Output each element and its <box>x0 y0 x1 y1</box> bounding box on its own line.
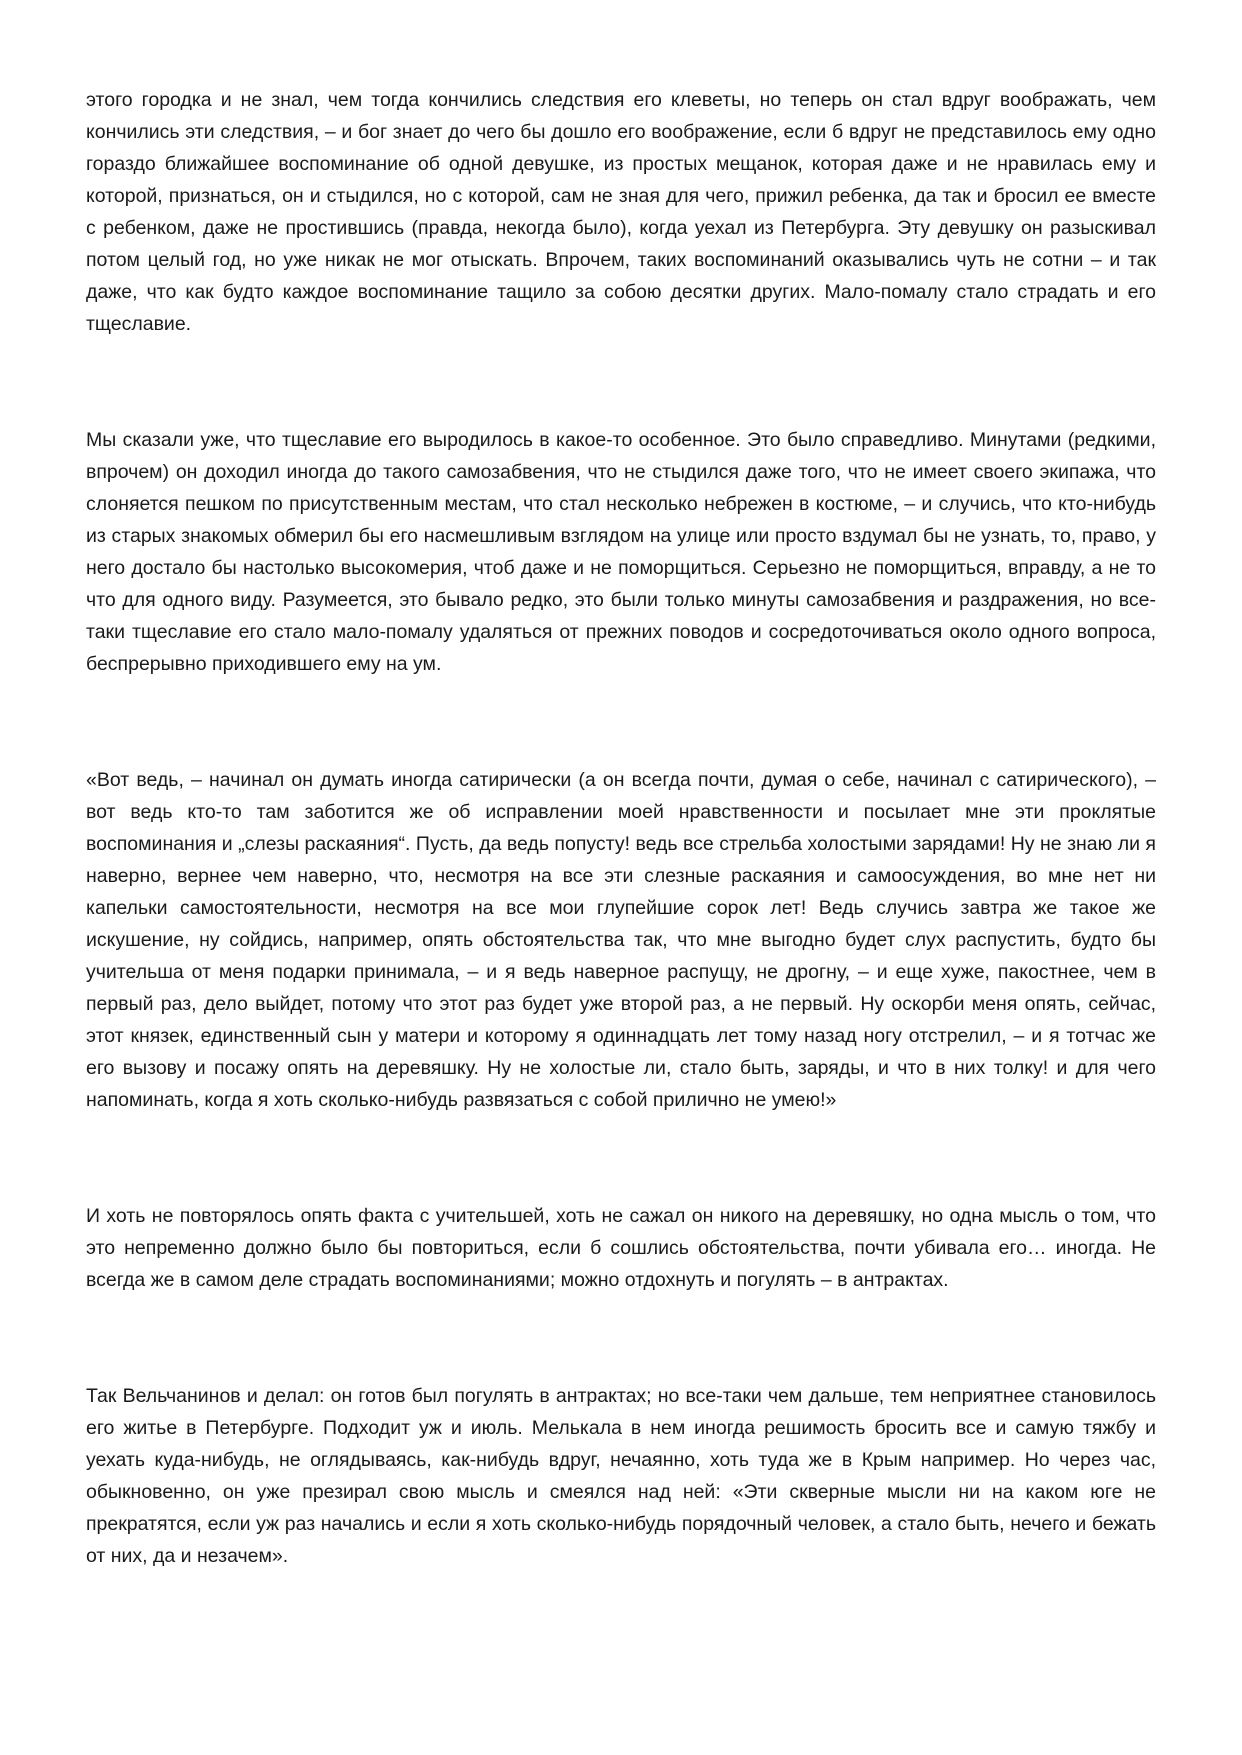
paragraph-5: Так Вельчанинов и делал: он готов был погулять в антрактах; но все-таки чем дальше, тем неприятнее становилось его житье в Петербурге. Подходит уж и июль. Мелькала в нем иногда решимость бросить все и самую тяжбу и уехать куда-нибудь, не оглядываясь, как-нибудь вдруг, нечаянно, хоть туда же в Крым например. Но через час, обыкновенно, он уже презирал свою мысль и смеялся над ней: «Эти скверные мысли ни на каком юге не прекратятся, если уж раз начались и если я хоть сколько-нибудь порядочный человек, а стало быть, нечего и бежать от них, да и незачем». <box>86 1385 1156 1567</box>
document-body <box>86 84 1156 1572</box>
paragraph-1: этого городка и не знал, чем тогда кончились следствия его клеветы, но теперь он стал вдруг воображать, чем кончились эти следствия, – и бог знает до чего бы дошло его воображение, если б вдруг не представилось ему одно гораздо ближайшее воспоминание об одной девушке, из простых мещанок, которая даже и не нравилась ему и которой, признаться, он и стыдился, но с которой, сам не зная для чего, прижил ребенка, да так и бросил ее вместе с ребенком, даже не простившись (правда, некогда было), когда уехал из Петербурга. Эту девушку он разыскивал потом целый год, но уже никак не мог отыскать. Впрочем, таких воспоминаний оказывались чуть не сотни – и так даже, что как будто каждое воспоминание тащило за собою десятки других. Мало-помалу стало страдать и его тщеславие. <box>86 89 1156 335</box>
paragraph-3: «Вот ведь, – начинал он думать иногда сатирически (а он всегда почти, думая о себе, начинал с сатирического), – вот ведь кто-то там заботится же об исправлении моей нравственности и посылает мне эти проклятые воспоминания и „слезы раскаяния“. Пусть, да ведь попусту! ведь все стрельба холостыми зарядами! Ну не знаю ли я наверно, вернее чем наверно, что, несмотря на все эти слезные раскаяния и самоосуждения, во мне нет ни капельки самостоятельности, несмотря на все мои глупейшие сорок лет! Ведь случись завтра же такое же искушение, ну сойдись, например, опять обстоятельства так, что мне выгодно будет слух распустить, будто бы учительша от меня подарки принимала, – и я ведь наверное распущу, не дрогну, – и еще хуже, пакостнее, чем в первый раз, дело выйдет, потому что этот раз будет уже второй раз, а не первый. Ну оскорби меня опять, сейчас, этот князек, единственный сын у матери и которому я одиннадцать лет тому назад ногу отстрелил, – и я тотчас же его вызову и посажу опять на деревяшку. Ну не холостые ли, стало быть, заряды, и что в них толку! и для чего напоминать, когда я хоть сколько-нибудь развязаться с собой прилично не умею!» <box>86 769 1156 1111</box>
paragraph-2: Мы сказали уже, что тщеславие его выродилось в какое-то особенное. Это было справедливо. Минутами (редкими, впрочем) он доходил иногда до такого самозабвения, что не стыдился даже того, что не имеет своего экипажа, что слоняется пешком по присутственным местам, что стал несколько небрежен в костюме, – и случись, что кто-нибудь из старых знакомых обмерил бы его насмешливым взглядом на улице или просто вздумал бы не узнать, то, право, у него достало бы настолько высокомерия, чтоб даже и не поморщиться. Серьезно не поморщиться, вправду, а не то что для одного виду. Разумеется, это бывало редко, это были только минуты самозабвения и раздражения, но все-таки тщеславие его стало мало-помалу удаляться от прежних поводов и сосредоточиваться около одного вопроса, беспрерывно приходившего ему на ум. <box>86 429 1156 675</box>
paragraph-4: И хоть не повторялось опять факта с учительшей, хоть не сажал он никого на деревяшку, но одна мысль о том, что это непременно должно было бы повториться, если б сошлись обстоятельства, почти убивала его… иногда. Не всегда же в самом деле страдать воспоминаниями; можно отдохнуть и погулять – в антрактах. <box>86 1205 1156 1291</box>
